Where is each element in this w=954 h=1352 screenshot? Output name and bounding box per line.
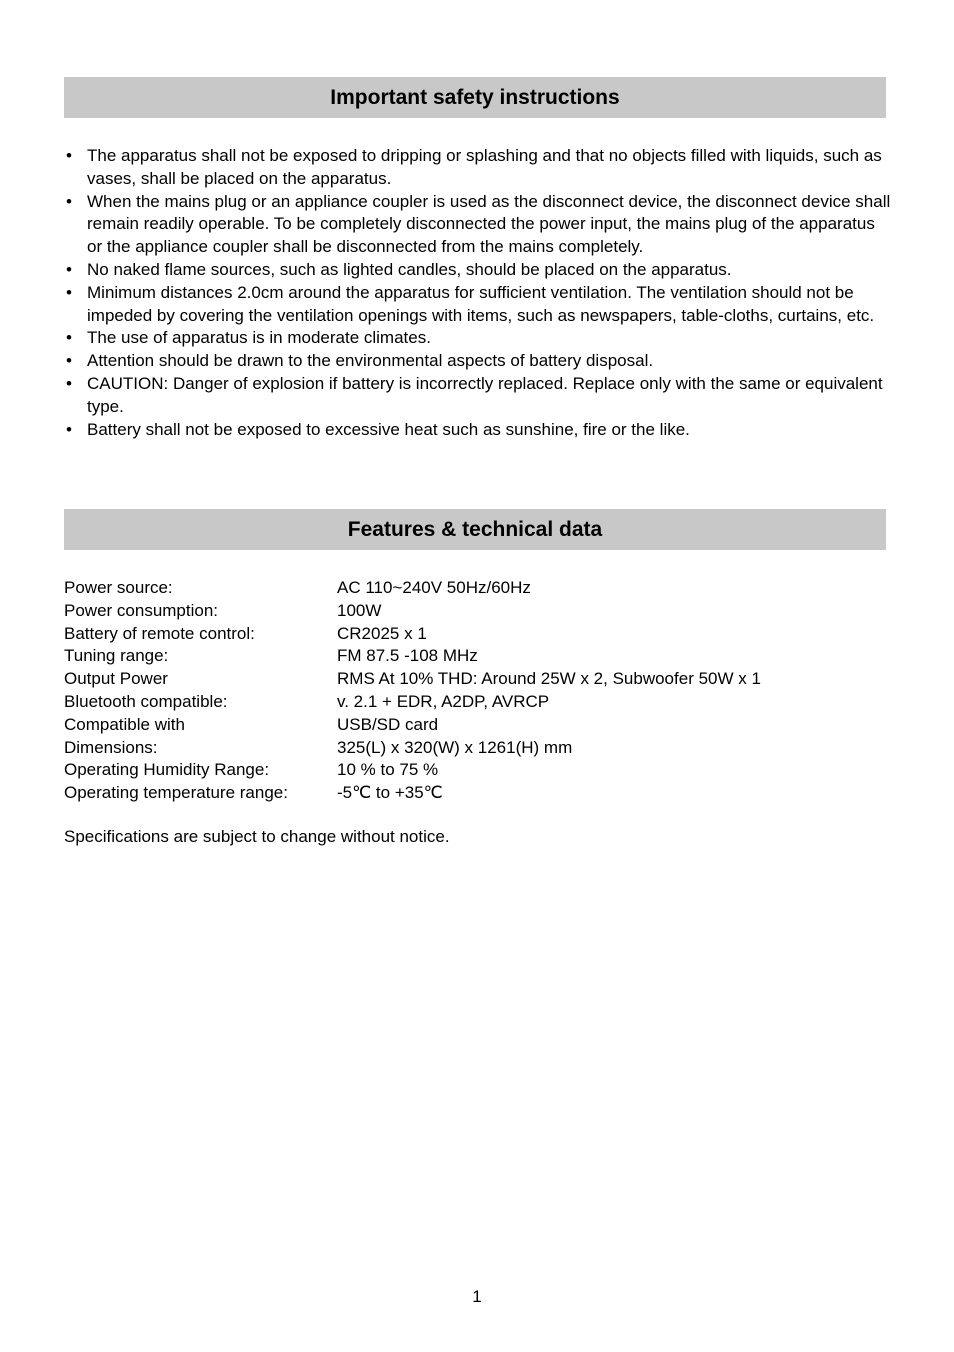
spec-row (64, 645, 761, 668)
spec-row (64, 759, 761, 782)
features-section-header (64, 509, 886, 550)
bullet-icon: • (66, 191, 72, 211)
spec-label: Operating temperature range: (64, 783, 288, 803)
spec-row (64, 714, 761, 737)
spec-row (64, 623, 761, 646)
spec-value: 10 % to 75 % (337, 760, 439, 780)
list-item-text: The use of apparatus is in moderate climates. (87, 328, 431, 348)
spec-label: Output Power (64, 669, 168, 689)
bullet-icon: • (66, 259, 72, 279)
list-item (64, 419, 894, 442)
spec-row (64, 577, 761, 600)
spec-label: Dimensions: (64, 737, 158, 757)
spec-label: Power source: (64, 578, 173, 597)
specifications-note: Specifications are subject to change without notice. (64, 827, 450, 846)
spec-value: USB/SD card (337, 714, 439, 734)
bullet-icon: • (66, 146, 72, 165)
list-item-text: No naked flame sources, such as lighted candles, should be placed on the apparatus. (87, 259, 732, 279)
list-item (64, 145, 894, 191)
page-number: 1 (472, 1287, 482, 1306)
spec-label: Power consumption: (64, 600, 219, 620)
spec-value: v. 2.1 + EDR, A2DP, AVRCP (337, 691, 550, 711)
spec-row (64, 691, 761, 714)
spec-row (64, 737, 761, 760)
spec-label: Tuning range: (64, 646, 169, 666)
spec-label: Bluetooth compatible: (64, 691, 228, 711)
safety-instructions-list (64, 145, 894, 441)
list-item-text: Minimum distances 2.0cm around the apparatus for sufficient ventilation. The ventilation should not be impeded by covering the ventilation openings with items, such as newspapers, table-cloths, curtains, etc. (87, 282, 875, 325)
spec-row (64, 668, 761, 691)
list-item-text: Battery shall not be exposed to excessive heat such as sunshine, fire or the like. (87, 419, 690, 439)
spec-value: CR2025 x 1 (337, 623, 427, 643)
features-section-title: Features & technical data (347, 517, 603, 541)
spec-value: FM 87.5 -108 MHz (337, 646, 478, 666)
spec-value: 325(L) x 320(W) x 1261(H) mm (337, 737, 573, 757)
list-item-text: The apparatus shall not be exposed to dripping or splashing and that no objects filled with liquids, such as vases, shall be placed on the apparatus. (87, 146, 882, 188)
list-item (64, 373, 894, 419)
spec-label: Compatible with (64, 714, 185, 734)
list-item-text: When the mains plug or an appliance coupler is used as the disconnect device, the disconnect device shall remain readily operable. To be completely disconnected the power input, the mains plug of the apparatus or the appliance coupler shall be disconnected from the mains completely. (87, 191, 891, 257)
bullet-icon: • (66, 351, 72, 371)
bullet-icon: • (66, 282, 72, 302)
spec-label: Battery of remote control: (64, 623, 255, 643)
bullet-icon: • (66, 373, 72, 393)
spec-value: RMS At 10% THD: Around 25W x 2, Subwoofer 50W x 1 (337, 669, 761, 689)
spec-value: 100W (337, 600, 382, 620)
spec-label: Operating Humidity Range: (64, 760, 270, 780)
bullet-icon: • (66, 419, 72, 439)
bullet-icon: • (66, 328, 72, 348)
spec-row (64, 782, 761, 805)
spec-value: -5℃ to +35℃ (337, 783, 443, 803)
list-item (64, 350, 894, 373)
safety-section-title: Important safety instructions (330, 85, 620, 109)
spec-value: AC 110~240V 50Hz/60Hz (337, 578, 531, 597)
spec-table (64, 577, 761, 805)
list-item-text: CAUTION: Danger of explosion if battery is incorrectly replaced. Replace only with the same or equivalent type. (87, 373, 883, 416)
spec-row (64, 600, 761, 623)
list-item-text: Attention should be drawn to the environmental aspects of battery disposal. (87, 351, 654, 371)
list-item (64, 327, 894, 350)
list-item (64, 191, 894, 259)
list-item (64, 259, 894, 282)
list-item (64, 282, 894, 328)
safety-section-header (64, 77, 886, 118)
